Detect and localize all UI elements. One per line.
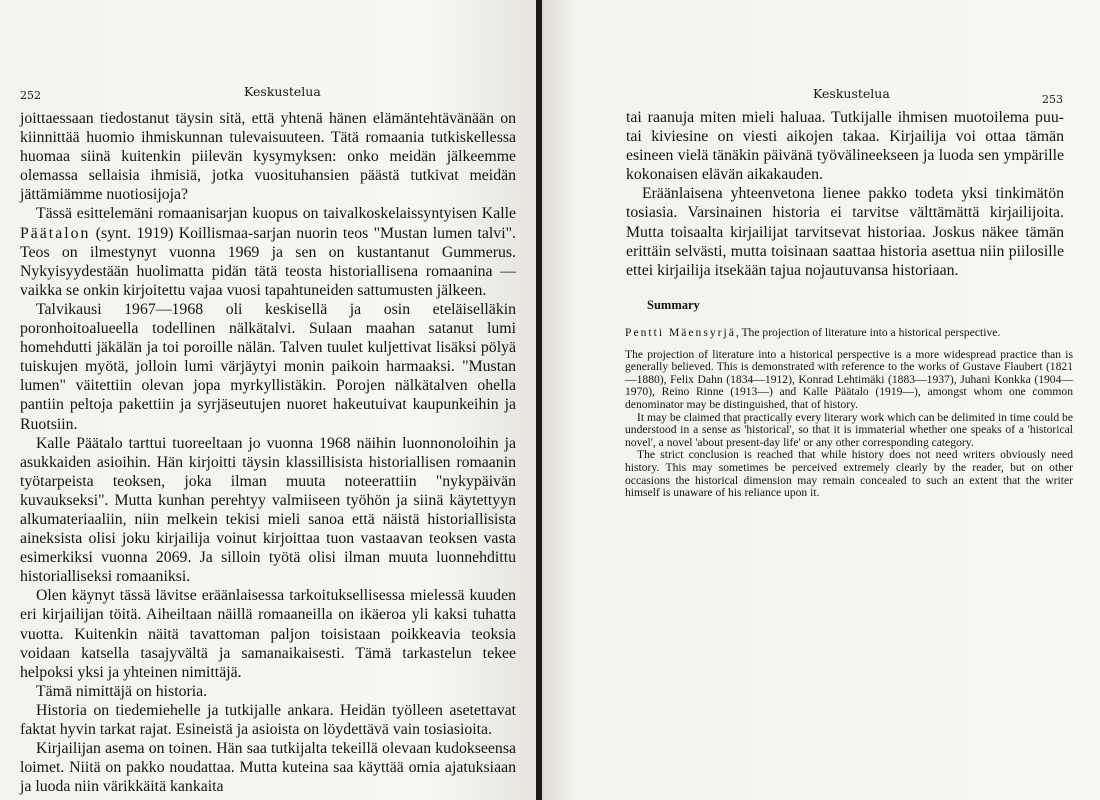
paragraph: Olen käynyt tässä lävitse eräänlaisessa tarkoituksellisessa mielessä kuuden eri kirjailijan töitä. Aiheiltaan näillä romaaneilla on ikäeroa yli kaksi tuhatta vuotta. Kuitenkin näitä tavattoman paljon toisistaan poikkeavia teoksia voidaan katsella tasajyvältä ja samanaikaisesti. Tämä tarkastelun tekee helpoksi yksi ja yhteinen nimittäjä. — [20, 587, 516, 681]
paragraph: Tässä esittelemäni romaanisarjan kuopus on taivalkoskelaissyntyisen Kalle Päätalon (synt. 1919) Koillismaa-sarjan nuorin teos "Mustan lumen talvi". Teos on ilmestynyt vuonna 1969 ja sen on kustantanut Gummerus. Nykyisyydestään huolimatta pidän tätä teosta historiallisena romaanina — vaikka se onkin kirjoitettu vajaa vuosi tapahtuneiden sattumusten jälkeen. — [20, 205, 516, 299]
paragraph: Tämä nimittäjä on historia. — [36, 682, 208, 700]
paragraph: Historia on tiedemiehelle ja tutkijalle ankara. Heidän työlleen asetettavat faktat hyvin tarkat rajat. Esineistä ja asioista on löydettävä vain tosiasioita. — [20, 701, 516, 738]
summary-paragraph: The strict conclusion is reached that while history does not need writers obviously need history. This may sometimes be perceived extremely clearly by the reader, but on other occasions the historical dimension may remain concealed to such an extent that the writer himself is unaware of his reliance upon it. — [625, 448, 1073, 500]
summary-author: Pentti Mäensyrjä — [625, 326, 736, 339]
paragraph: Eräänlaisena yhteenvetona lienee pakko todeta yksi tinkimätön tosiasia. Varsinainen historia ei tarvitse välttämättä kirjailijoita. Mutta toisaalta kirjailijat tarvitsevat historiaa. Joskus näkee tämän erittäin selvästi, mutta toisinaan saattaa historia asettua niin piilosille ettei kirjailija itsekään tajua nojautuvansa historiaan. — [626, 185, 1064, 279]
paragraph: Talvikausi 1967—1968 oli keskisellä ja osin eteläiselläkin poronhoitoalueella todellinen nälkätalvi. Sulaan maahan satanut lumi homehdutti jäkälän ja toi poroille nälän. Talven tuulet kuljettivat lisäksi pölyä tuiskujen myötä, jolloin lumi värjäytyi monin paikoin harmaaksi. "Mustan lumen" väitettiin olevan jopa myrkyllistäkin. Porojen nälkätalven ohella pantiin peltoja pakettiin ja syrjäseutujen nuoret hakeutuivat kaupunkeihin ja Ruotsiin. — [20, 300, 516, 433]
summary-text — [625, 327, 1073, 500]
summary-heading: Summary — [647, 298, 700, 312]
summary-paragraph: The projection of literature into a historical perspective is a more widespread practice than is generally believed. This is demonstrated with reference to the works of Gustave Flaubert (1821—1880), Felix Dahn (1834—1912), Konrad Lehtimäki (1883—1937), Juhani Konkka (1904—1970), Reino Rinne (1913—) and Kalle Päätalo (1919—), amongst whom one common denominator may be distinguished, that of history. — [625, 347, 1073, 411]
right-body-text — [626, 108, 1064, 280]
paragraph: Kalle Päätalo tarttui tuoreeltaan jo vuonna 1968 näihin luonnonoloihin ja asukkaiden asioihin. Hän kirjoitti täysin klassillisista historiallisen romaanin työtarpeista teoksen, joka ilman muuta noteerattiin "nykypäivän kuvaukseksi". Mutta kunhan perehtyy valmiiseen työhön ja siinä käytettyyn alkumateriaaliin, niin melkein tekisi mieli sanoa että näistä historiallisista aineksista olisi joku kirjailija voinut kirjoittaa tuon vastaavan teoksen vasta esimerkiksi vuonna 2069. Ja silloin työtä olisi ilman muuta luonnehdittu historialliseksi romaaniksi. — [20, 434, 516, 586]
page-number-right: 253 — [1042, 93, 1063, 106]
paragraph: joittaessaan tiedostanut täysin sitä, että yhtenä hänen elämäntehtävänään on kiinnittää huomio ihmiskunnan tulevaisuuteen. Tätä romaania tutkiskellessa huomaa siinä kuitenkin piilevän kysymyksen: onko meidän jälkeemme olemassa sellaisia ihmisiä, jotka vuosituhansien päästä tutkivat meidän jättämiämme nuotiosijoja? — [20, 110, 516, 204]
summary-paragraph: It may be claimed that practically every literary work which can be delimited in time could be understood in a sense as 'historical', so that it is immaterial whether one speaks of a 'historical novel', a novel 'about present-day life' or any other corresponding category. — [625, 410, 1073, 449]
left-body-text — [20, 109, 516, 796]
author-name: Päätalon — [20, 224, 91, 242]
paragraph: Kirjailijan asema on toinen. Hän saa tutkijalta tekeillä olevaan kudokseensa loimet. Niitä on pakko noudattaa. Mutta kuteina saa käyttää omia ajatuksiaan ja luoda niin värikkäitä kankaita — [20, 740, 516, 796]
running-head-left: Keskustelua — [244, 84, 321, 99]
page-number-left: 252 — [20, 89, 41, 102]
right-page — [542, 0, 1100, 800]
paragraph: tai raanuja miten mieli haluaa. Tutkijalle ihmisen muotoilema puu- tai kiviesine on viesti aikojen takaa. Kirjailija voi ottaa tämän esineen vielä tänäkin päivänä työvälineekseen ja luoda sen ympärille kokonaisen elävän aikakauden. — [626, 109, 1064, 184]
summary-citation: Pentti Mäensyrjä, The projection of literature into a historical perspective. — [625, 326, 1001, 339]
left-page — [0, 0, 538, 800]
running-head-right: Keskustelua — [813, 86, 890, 101]
